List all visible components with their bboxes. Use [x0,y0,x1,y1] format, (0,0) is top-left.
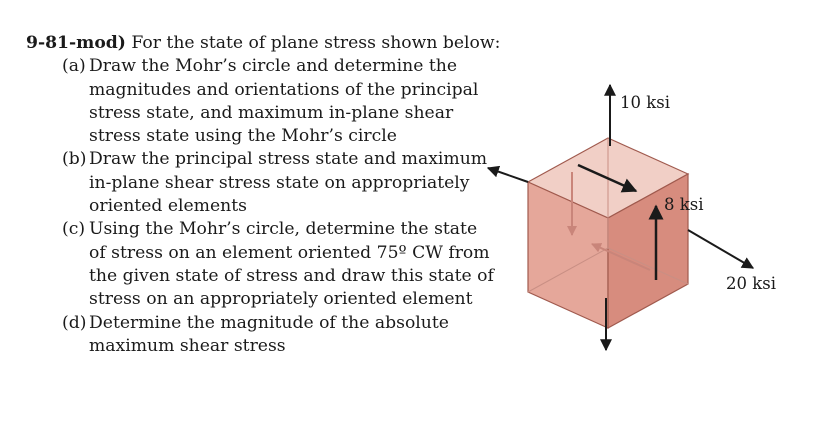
stress-cube-diagram [480,80,800,380]
part-a-text: Draw the Mohr’s circle and determine the magnitudes and orientations of the principal stress state, and maximum in-plane shear stress state using the Mohr’s circle [89,56,479,147]
label-8-ksi: 8 ksi [664,195,704,214]
problem-intro: For the state of plane stress shown below: [131,33,501,53]
stress-element-figure [480,80,800,380]
label-20-ksi: 20 ksi [726,274,776,293]
part-d-text: Determine the magnitude of the absolute maximum shear stress [89,312,449,356]
problem-parts-list [26,55,496,358]
part-b [62,148,496,218]
problem-heading [26,32,501,55]
problem-statement [26,32,501,358]
part-c [62,218,496,311]
part-d-letter: (d) [62,312,87,333]
normal-arrow-left [488,168,528,182]
part-b-letter: (b) [62,149,87,170]
label-10-ksi: 10 ksi [620,93,670,112]
part-a [62,55,496,148]
part-c-letter: (c) [62,219,86,240]
part-b-text: Draw the principal stress state and maximum in-plane shear stress state on appropriately oriented elements [89,149,488,217]
part-c-text: Using the Mohr’s circle, determine the state of stress on an element oriented 75º CW from the given state of stress and draw this state of stress on an appropriately oriented element [89,219,494,310]
normal-arrow-right [688,230,753,268]
problem-number: 9-81-mod) [26,33,126,53]
part-d [62,312,496,359]
part-a-letter: (a) [62,56,86,77]
